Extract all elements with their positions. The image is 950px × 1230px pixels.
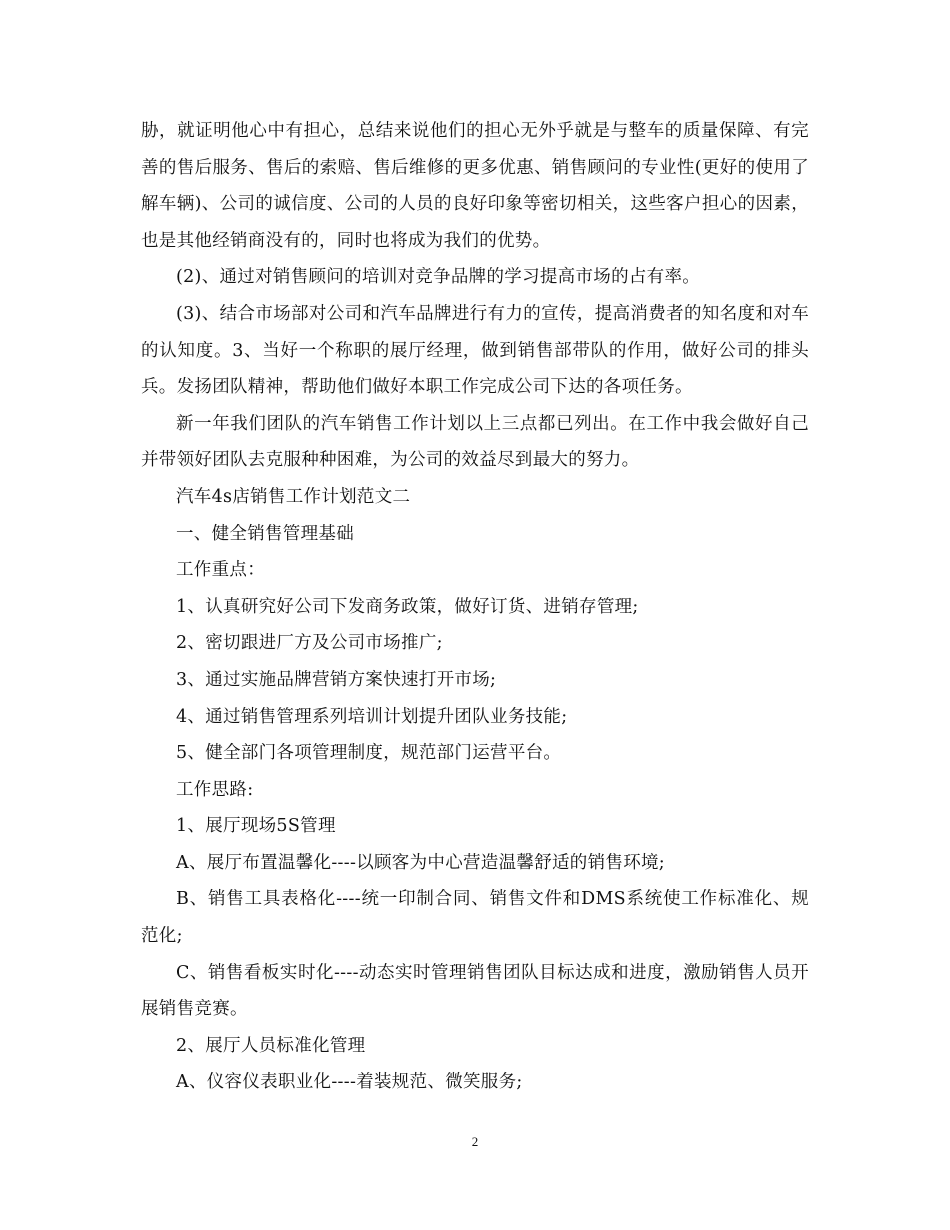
list-item-focus-3: 3、通过实施品牌营销方案快速打开市场; xyxy=(176,669,497,690)
section-title: 汽车4s店销售工作计划范文二 xyxy=(176,486,411,507)
paragraph-1: 胁，就证明他心中有担心，总结来说他们的担心无外乎就是与整车的质量保障、有完善的售后服务、售后的索赔、售后维修的更多优惠、销售顾问的专业性(更好的使用了解车辆)、公司的诚信度、公司的人员的良好印象等密切相关，这些客户担心的因素，也是其他经销商没有的，同时也将成为我们的优势。 xyxy=(141,121,809,251)
list-item-idea-1b: B、销售工具表格化----统一印制合同、销售文件和DMS系统使工作标准化、规范化; xyxy=(141,889,809,947)
list-item-idea-1: 1、展厅现场5S管理 xyxy=(176,816,336,837)
paragraph-2: (2)、通过对销售顾问的培训对竞争品牌的学习提高市场的占有率。 xyxy=(176,267,701,288)
heading-sales-management: 一、健全销售管理基础 xyxy=(176,523,354,544)
heading-work-focus: 工作重点： xyxy=(176,560,265,581)
list-item-idea-2: 2、展厅人员标准化管理 xyxy=(176,1035,366,1056)
list-item-focus-5: 5、健全部门各项管理制度，规范部门运营平台。 xyxy=(176,743,562,764)
list-item-focus-4: 4、通过销售管理系列培训计划提升团队业务技能; xyxy=(176,706,568,727)
paragraph-4: 新一年我们团队的汽车销售工作计划以上三点都已列出。在工作中我会做好自己并带领好团队去克服种种困难，为公司的效益尽到最大的努力。 xyxy=(141,413,809,471)
heading-work-ideas: 工作思路: xyxy=(176,779,254,800)
page-number: 2 xyxy=(471,1134,479,1149)
paragraph-3: (3)、结合市场部对公司和汽车品牌进行有力的宣传，提高消费者的知名度和对车的认知度。3、当好一个称职的展厅经理，做到销售部带队的作用，做好公司的排头兵。发扬团队精神，帮助他们做好本职工作完成公司下达的各项任务。 xyxy=(141,303,809,398)
list-item-focus-1: 1、认真研究好公司下发商务政策，做好订货、进销存管理; xyxy=(176,596,639,617)
list-item-idea-1c: C、销售看板实时化----动态实时管理销售团队目标达成和进度，激励销售人员开展销售竞赛。 xyxy=(141,962,809,1020)
list-item-idea-2a: A、仪容仪表职业化----着装规范、微笑服务; xyxy=(176,1072,523,1093)
list-item-focus-2: 2、密切跟进厂方及公司市场推广; xyxy=(176,633,443,654)
list-item-idea-1a: A、展厅布置温馨化----以顾客为中心营造温馨舒适的销售环境; xyxy=(176,852,665,873)
page-body xyxy=(141,113,809,1101)
